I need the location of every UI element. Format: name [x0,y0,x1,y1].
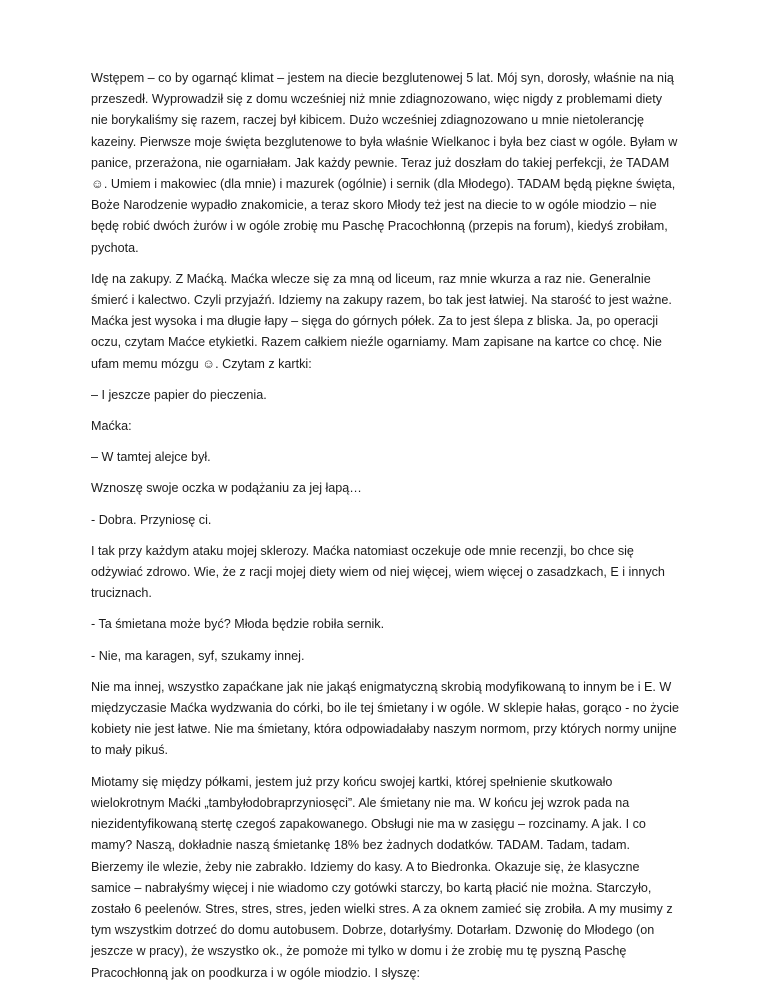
paragraph: - Nie, ma karagen, syf, szukamy innej. [91,648,305,663]
paragraph: Miotamy się między półkami, jestem już przy końcu swojej kartki, której spełnienie skutkowało wielokrotnym Maćki „tambyłodobraprzyniosęci”. Ale śmietany nie ma. W końcu jej wzrok pada na niezidentyfikowaną stertę czegoś zapakowanego. Obsługi nie ma w zasięgu – rozcinamy. A jak. I co mamy? Naszą, dokładnie naszą śmietankę 18% bez żadnych dodatków. TADAM. Tadam, tadam. Bierzemy ile wlezie, żeby nie zabrakło. Idziemy do kasy. A to Biedronka. Okazuje się, że klasyczne samice – nabrałyśmy więcej i nie wiadomo czy gotówki starczy, bo kartą płacić nie można. Starczyło, zostało 6 peelenów. Stres, stres, stres, jeden wielki stres. A za oknem zamieć się zrobiła. A my musimy z tym wszystkim dotrzeć do domu autobusem. Dobrze, dotarłyśmy. Dotarłam. Dzwonię do Młodego (on jeszcze w pracy), że wszystko ok., że pomoże mi tylko w domu i że zrobię mu tę pyszną Paschę Pracochłonną jak on poodkurza i w ogóle miodzio. I słyszę: [91,774,673,980]
paragraph: Wznoszę swoje oczka w podążaniu za jej łapą… [91,481,362,496]
document-body [91,68,681,994]
paragraph: Idę na zakupy. Z Maćką. Maćka wlecze się za mną od liceum, raz mnie wkurza a raz nie. Generalnie śmierć i kalectwo. Czyli przyjaźń. Idziemy na zakupy razem, bo tak jest łatwiej. Na starość to jest ważne. Maćka jest wysoka i ma długie łapy – sięga do górnych półek. Za to jest ślepa z bliska. Ja, po operacji oczu, czytam Maćce etykietki. Razem całkiem nieźle ogarniamy. Mam zapisane na kartce co chcę. Nie ufam memu mózgu ☺. Czytam z kartki: [91,271,672,371]
paragraph: I tak przy każdym ataku mojej sklerozy. Maćka natomiast oczekuje ode mnie recenzji, bo chce się odżywiać zdrowo. Wie, że z racji mojej diety wiem od niej więcej, wiem więcej o zasadzkach, E i innych truciznach. [91,543,665,601]
paragraph: – W tamtej alejce był. [91,450,211,465]
paragraph: - Dobra. Przyniosę ci. [91,512,212,527]
paragraph: Wstępem – co by ogarnąć klimat – jestem na diecie bezglutenowej 5 lat. Mój syn, dorosły, właśnie na nią przeszedł. Wyprowadził się z domu wcześniej niż mnie zdiagnozowano, więc nigdy z problemami diety nie borykaliśmy się razem, raczej był kibicem. Dużo wcześniej zdiagnozowano u mnie nietolerancję kazeiny. Pierwsze moje święta bezglutenowe to była właśnie Wielkanoc i była bez ciast w ogóle. Byłam w panice, przerażona, nie ogarniałam. Jak każdy pewnie. Teraz już doszłam do takiej perfekcji, że TADAM ☺. Umiem i makowiec (dla mnie) i mazurek (ogólnie) i sernik (dla Młodego). TADAM będą piękne święta, Boże Narodzenie wypadło znakomicie, a teraz skoro Młody też jest na diecie to w ogóle miodzio – nie będę robić dwóch żurów i w ogóle zrobię mu Paschę Pracochłonną (przepis na forum), kiedyś zrobiłam, pychota. [91,71,678,255]
paragraph: Nie ma innej, wszystko zapaćkane jak nie jakąś enigmatyczną skrobią modyfikowaną to innym be i E. W międzyczasie Maćka wydzwania do córki, bo ile tej śmietany i w ogóle. W sklepie hałas, gorąco - no życie kobiety nie jest łatwe. Nie ma śmietany, która odpowiadałaby naszym normom, przy których normy unijne to mały pikuś. [91,679,679,758]
paragraph: - Ta śmietana może być? Młoda będzie robiła sernik. [91,617,385,632]
paragraph: Maćka: [91,419,132,434]
paragraph: – I jeszcze papier do pieczenia. [91,387,267,402]
